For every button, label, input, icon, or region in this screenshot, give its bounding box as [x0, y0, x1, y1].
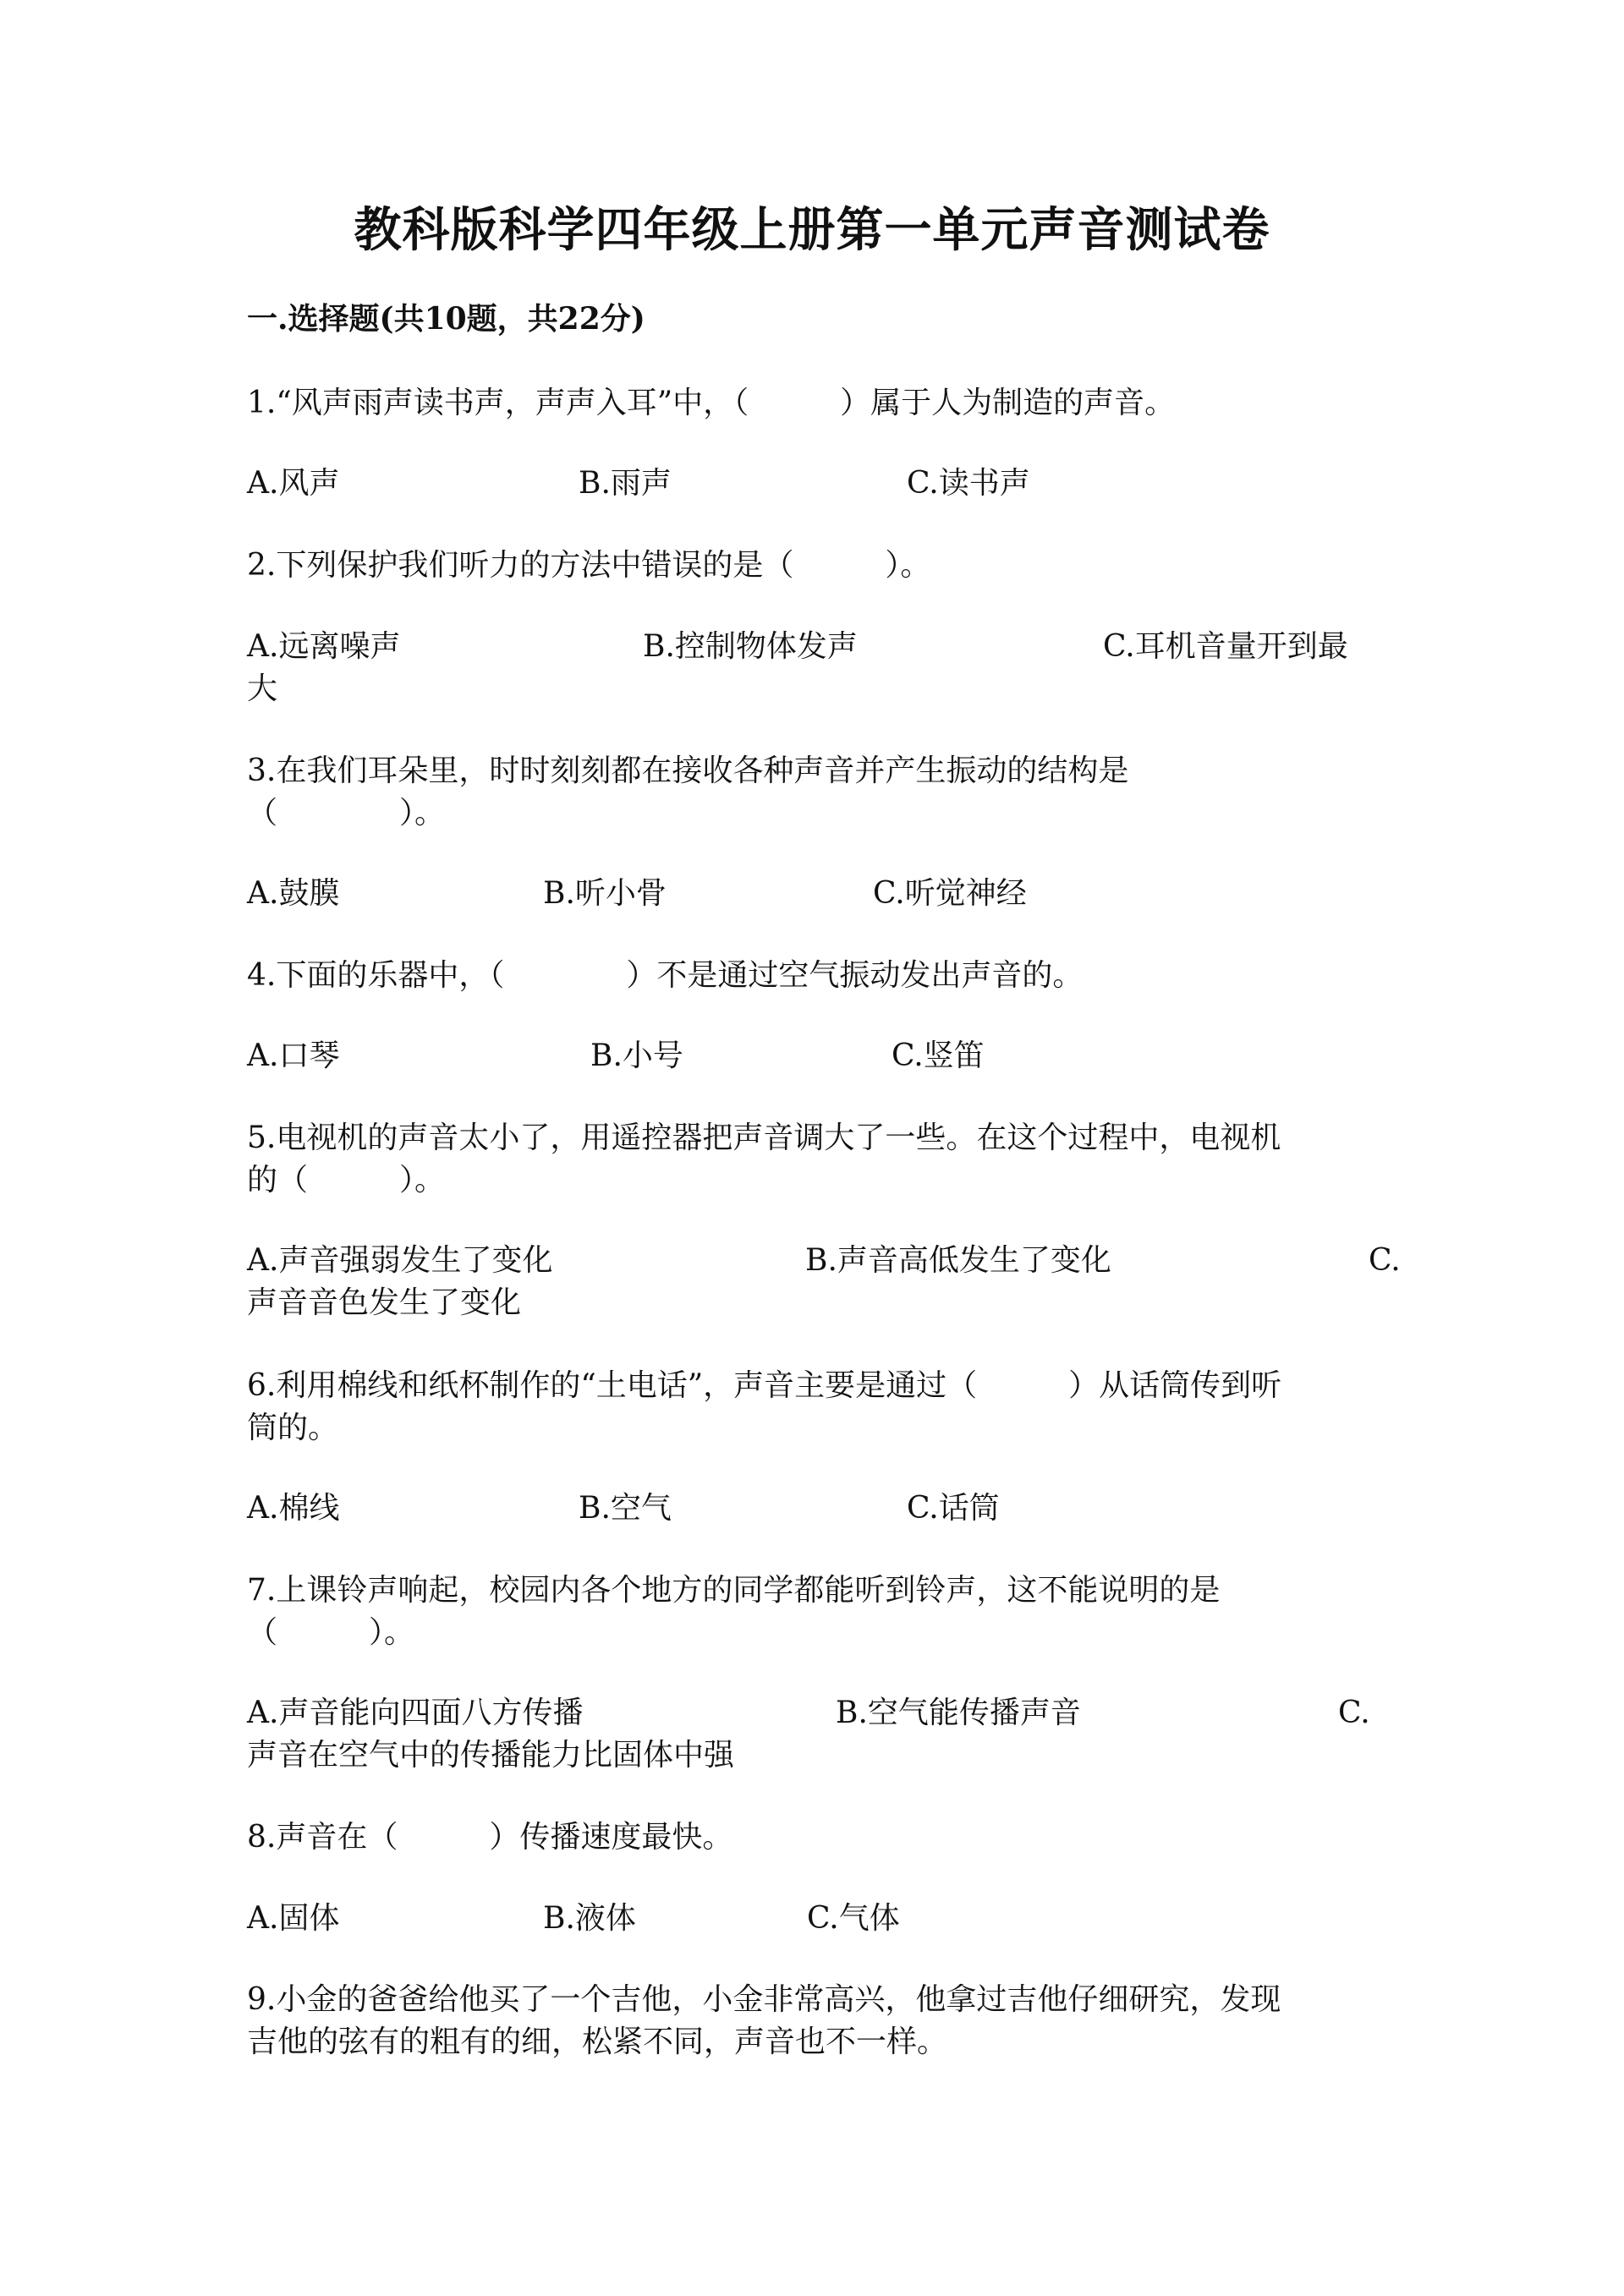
question-9	[247, 1979, 1397, 2063]
q5-option-a[interactable]: A.声音强弱发生了变化	[247, 1243, 553, 1278]
question-6	[247, 1365, 1397, 1449]
question-9-line-2: 吉他的弦有的粗有的细，松紧不同，声音也不一样。	[247, 2025, 948, 2059]
q1-option-b[interactable]: B.雨声	[579, 466, 672, 501]
q8-option-a[interactable]: A.固体	[247, 1901, 340, 1936]
q4-option-c[interactable]: C.竖笛	[892, 1038, 985, 1073]
q4-option-a[interactable]: A.口琴	[247, 1038, 340, 1073]
q2-option-c[interactable]: C.耳机音量开到最	[1103, 629, 1348, 664]
question-5-options	[247, 1240, 1401, 1324]
question-7-options	[247, 1692, 1397, 1777]
question-5-line-1: 5.电视机的声音太小了，用遥控器把声音调大了一些。在这个过程中，电视机	[247, 1121, 1281, 1155]
question-7	[247, 1570, 1397, 1654]
question-1: 1.“风声雨声读书声，声声入耳”中，（ ）属于人为制造的声音。	[247, 386, 1176, 420]
q4-option-b[interactable]: B.小号	[590, 1038, 683, 1073]
q6-option-a[interactable]: A.棉线	[247, 1491, 340, 1526]
question-6-line-2: 筒的。	[247, 1411, 339, 1445]
q8-option-b[interactable]: B.液体	[543, 1901, 636, 1936]
question-9-line-1: 9.小金的爸爸给他买了一个吉他，小金非常高兴，他拿过吉他仔细研究，发现	[247, 1982, 1281, 2017]
q6-option-c[interactable]: C.话筒	[907, 1491, 1000, 1526]
question-2-options	[247, 626, 1397, 710]
question-3	[247, 750, 1397, 835]
q5-option-c[interactable]: C.	[1369, 1243, 1401, 1278]
question-3-line-1: 3.在我们耳朵里，时时刻刻都在接收各种声音并产生振动的结构是	[247, 753, 1129, 788]
question-2: 2.下列保护我们听力的方法中错误的是（ ）。	[247, 548, 931, 583]
q3-option-c[interactable]: C.听觉神经	[873, 876, 1027, 911]
q1-option-a[interactable]: A.风声	[247, 466, 340, 501]
q6-option-b[interactable]: B.空气	[579, 1491, 672, 1526]
question-5	[247, 1117, 1397, 1202]
question-6-options	[247, 1488, 1397, 1530]
section-heading: 一.选择题(共10题，共22分)	[247, 301, 645, 337]
question-7-line-1: 7.上课铃声响起，校园内各个地方的同学都能听到铃声，这不能说明的是	[247, 1573, 1221, 1608]
question-6-line-1: 6.利用棉线和纸杯制作的“土电话”，声音主要是通过（ ）从话筒传到听	[247, 1368, 1282, 1403]
q2-option-b[interactable]: B.控制物体发声	[643, 629, 858, 664]
question-8-options	[247, 1898, 1397, 1940]
question-8: 8.声音在（ ）传播速度最快。	[247, 1820, 733, 1855]
q1-option-c[interactable]: C.读书声	[907, 466, 1030, 501]
q7-option-c-wrap: 声音在空气中的传播能力比固体中强	[247, 1738, 735, 1773]
question-7-line-2: （ ）。	[247, 1615, 415, 1650]
q3-option-a[interactable]: A.鼓膜	[247, 876, 340, 911]
q3-option-b[interactable]: B.听小骨	[543, 876, 667, 911]
q2-option-c-wrap: 大	[247, 671, 278, 706]
q7-option-a[interactable]: A.声音能向四面八方传播	[247, 1696, 584, 1730]
question-5-line-2: 的（ ）。	[247, 1163, 446, 1197]
q2-option-a[interactable]: A.远离噪声	[247, 629, 401, 664]
question-1-options	[247, 463, 1397, 505]
exam-title: 教科版科学四年级上册第一单元声音测试卷	[354, 202, 1270, 258]
question-3-options	[247, 873, 1397, 915]
q5-option-b[interactable]: B.声音高低发生了变化	[805, 1243, 1111, 1278]
question-4: 4.下面的乐器中，（ ）不是通过空气振动发出声音的。	[247, 958, 1084, 993]
question-3-line-2: （ ）。	[247, 796, 446, 830]
q8-option-c[interactable]: C.气体	[807, 1901, 900, 1936]
q7-option-b[interactable]: B.空气能传播声音	[836, 1696, 1081, 1730]
question-4-options	[247, 1035, 1397, 1077]
q7-option-c[interactable]: C.	[1338, 1696, 1370, 1730]
q5-option-c-wrap: 声音音色发生了变化	[247, 1285, 522, 1320]
